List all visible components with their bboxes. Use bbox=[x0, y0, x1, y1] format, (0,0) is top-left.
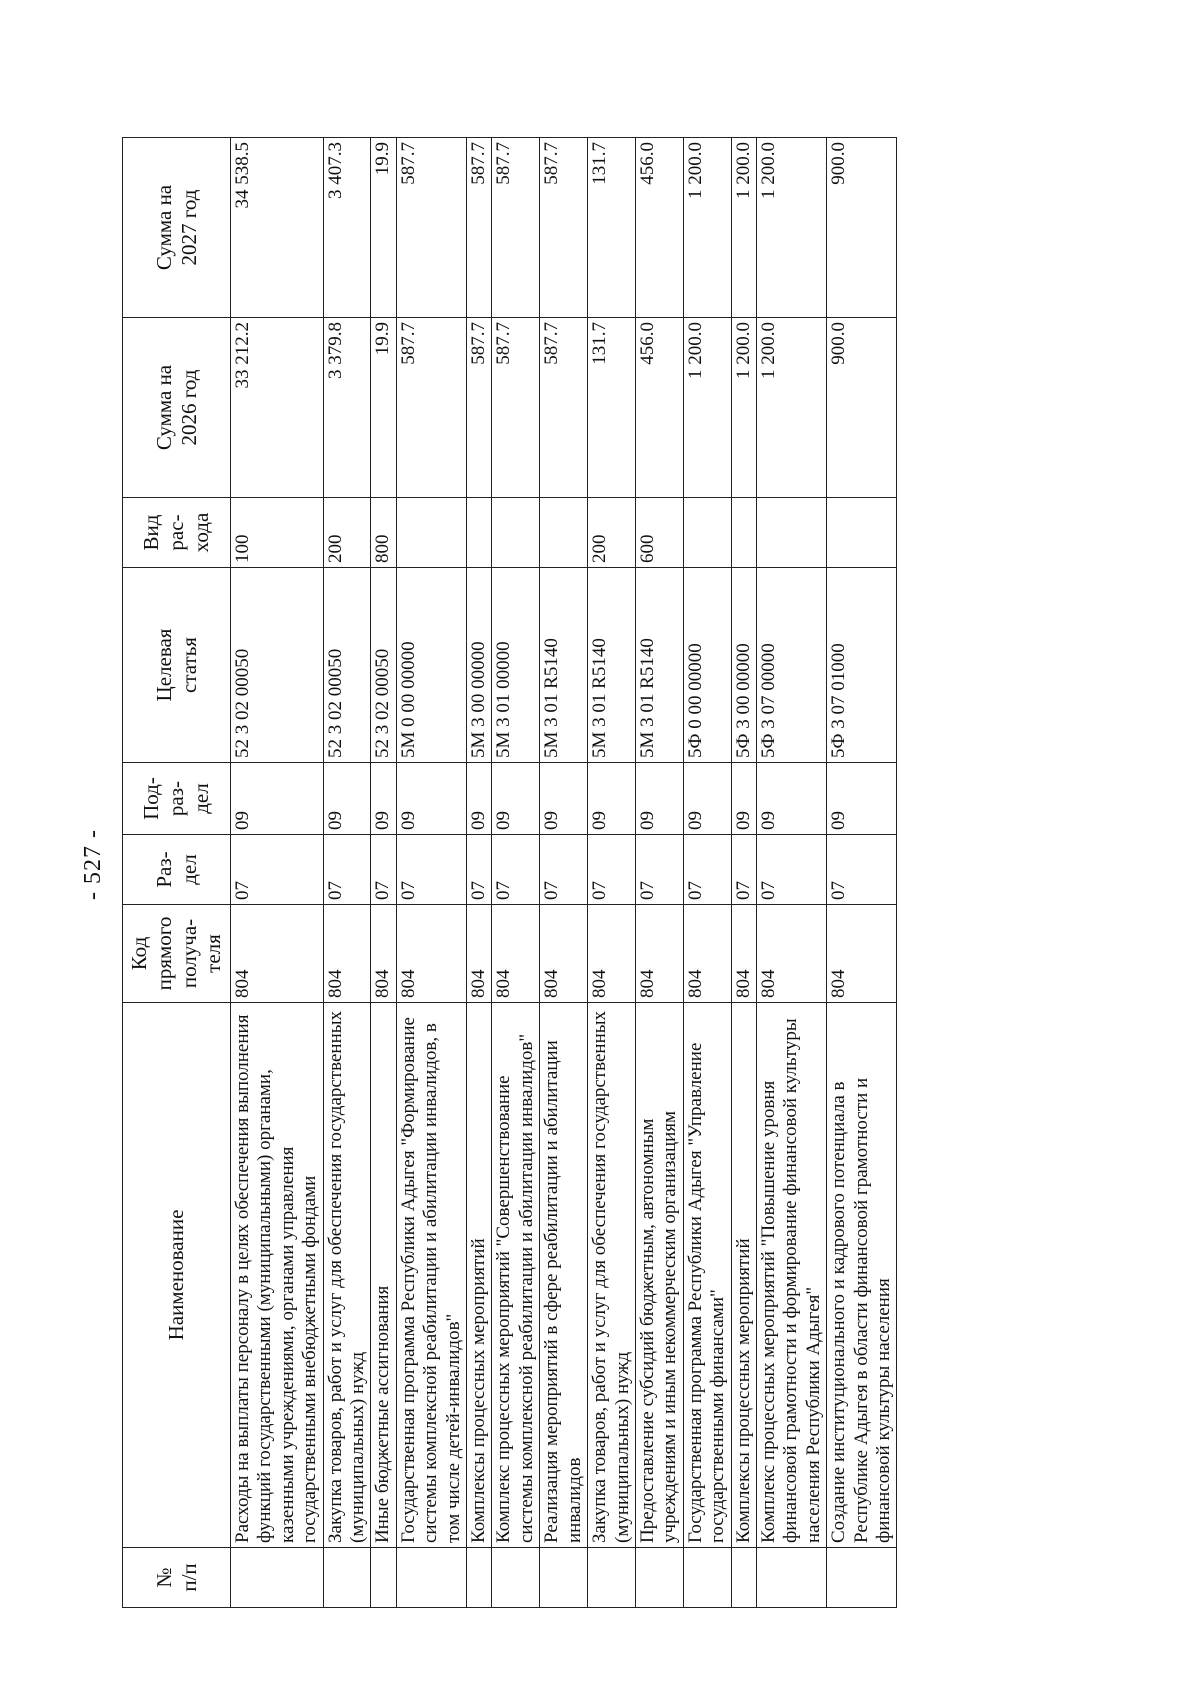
row-target: 5М 3 01 R5140 bbox=[635, 568, 683, 763]
row-expense-type bbox=[756, 498, 826, 568]
row-expense-type: 800 bbox=[371, 498, 396, 568]
row-subsection: 09 bbox=[371, 763, 396, 835]
row-sum-2027: 900.0 bbox=[827, 138, 897, 318]
row-code: 804 bbox=[540, 905, 588, 1003]
row-name: Комплекс процессных мероприятий "Повышение уровня финансовой грамотности и формирование финансовой культуры населения Республики Адыгея" bbox=[756, 1003, 826, 1548]
row-code: 804 bbox=[396, 905, 466, 1003]
table-row bbox=[231, 138, 324, 1608]
row-code: 804 bbox=[323, 905, 371, 1003]
row-sum-2027: 1 200.0 bbox=[756, 138, 826, 318]
page-number: - 527 - bbox=[80, 829, 106, 900]
row-name: Комплексы процессных мероприятий bbox=[467, 1003, 492, 1548]
row-code: 804 bbox=[756, 905, 826, 1003]
table-row bbox=[492, 138, 540, 1608]
row-sum-2026: 587.7 bbox=[540, 318, 588, 498]
row-target: 5Ф 3 07 01000 bbox=[827, 568, 897, 763]
row-sum-2026: 3 379.8 bbox=[323, 318, 371, 498]
row-sum-2026: 33 212.2 bbox=[231, 318, 324, 498]
row-subsection: 09 bbox=[683, 763, 731, 835]
row-expense-type bbox=[467, 498, 492, 568]
row-subsection: 09 bbox=[588, 763, 636, 835]
row-target: 5М 3 01 00000 bbox=[492, 568, 540, 763]
row-num bbox=[231, 1548, 324, 1608]
row-num bbox=[731, 1548, 756, 1608]
row-subsection: 09 bbox=[731, 763, 756, 835]
row-sum-2027: 587.7 bbox=[467, 138, 492, 318]
table-header-row bbox=[123, 138, 231, 1608]
row-code: 804 bbox=[371, 905, 396, 1003]
row-sum-2026: 587.7 bbox=[467, 318, 492, 498]
header-expense-type: Вид рас- хода bbox=[123, 498, 231, 568]
header-subsection: Под- раз- дел bbox=[123, 763, 231, 835]
row-target: 52 3 02 00050 bbox=[231, 568, 324, 763]
row-section: 07 bbox=[731, 835, 756, 905]
row-sum-2026: 587.7 bbox=[396, 318, 466, 498]
row-num bbox=[540, 1548, 588, 1608]
header-target: Целевая статья bbox=[123, 568, 231, 763]
row-section: 07 bbox=[467, 835, 492, 905]
row-section: 07 bbox=[827, 835, 897, 905]
row-sum-2026: 1 200.0 bbox=[683, 318, 731, 498]
header-sum-2026: Сумма на 2026 год bbox=[123, 318, 231, 498]
row-expense-type: 200 bbox=[323, 498, 371, 568]
row-section: 07 bbox=[492, 835, 540, 905]
row-name: Комплекс процессных мероприятий "Совершенствование системы комплексной реабилитации и абилитации инвалидов" bbox=[492, 1003, 540, 1548]
row-num bbox=[683, 1548, 731, 1608]
row-sum-2027: 456.0 bbox=[635, 138, 683, 318]
row-num bbox=[371, 1548, 396, 1608]
row-target: 5Ф 3 07 00000 bbox=[756, 568, 826, 763]
row-name: Закупка товаров, работ и услуг для обеспечения государственных (муниципальных) нужд bbox=[588, 1003, 636, 1548]
row-subsection: 09 bbox=[231, 763, 324, 835]
row-name: Закупка товаров, работ и услуг для обеспечения государственных (муниципальных) нужд bbox=[323, 1003, 371, 1548]
row-subsection: 09 bbox=[540, 763, 588, 835]
row-section: 07 bbox=[396, 835, 466, 905]
row-expense-type bbox=[683, 498, 731, 568]
row-sum-2026: 19.9 bbox=[371, 318, 396, 498]
row-expense-type: 200 bbox=[588, 498, 636, 568]
header-name: Наименование bbox=[123, 1003, 231, 1548]
row-subsection: 09 bbox=[396, 763, 466, 835]
row-expense-type: 100 bbox=[231, 498, 324, 568]
table-row bbox=[731, 138, 756, 1608]
row-sum-2027: 1 200.0 bbox=[683, 138, 731, 318]
row-name: Иные бюджетные ассигнования bbox=[371, 1003, 396, 1548]
row-subsection: 09 bbox=[756, 763, 826, 835]
row-sum-2027: 34 538.5 bbox=[231, 138, 324, 318]
table-row bbox=[588, 138, 636, 1608]
row-sum-2027: 1 200.0 bbox=[731, 138, 756, 318]
row-section: 07 bbox=[231, 835, 324, 905]
row-num bbox=[492, 1548, 540, 1608]
row-code: 804 bbox=[683, 905, 731, 1003]
row-num bbox=[396, 1548, 466, 1608]
row-num bbox=[323, 1548, 371, 1608]
table-body bbox=[231, 138, 897, 1608]
row-subsection: 09 bbox=[467, 763, 492, 835]
row-sum-2026: 587.7 bbox=[492, 318, 540, 498]
row-target: 5М 3 01 R5140 bbox=[540, 568, 588, 763]
row-target: 5Ф 3 00 00000 bbox=[731, 568, 756, 763]
table-row bbox=[635, 138, 683, 1608]
row-code: 804 bbox=[827, 905, 897, 1003]
row-expense-type bbox=[396, 498, 466, 568]
row-sum-2026: 131.7 bbox=[588, 318, 636, 498]
row-code: 804 bbox=[635, 905, 683, 1003]
row-target: 5Ф 0 00 00000 bbox=[683, 568, 731, 763]
row-num bbox=[588, 1548, 636, 1608]
header-num: № п/п bbox=[123, 1548, 231, 1608]
row-name: Комплексы процессных мероприятий bbox=[731, 1003, 756, 1548]
row-target: 5М 3 01 R5140 bbox=[588, 568, 636, 763]
row-sum-2027: 3 407.3 bbox=[323, 138, 371, 318]
row-num bbox=[467, 1548, 492, 1608]
row-subsection: 09 bbox=[635, 763, 683, 835]
table-row bbox=[540, 138, 588, 1608]
row-subsection: 09 bbox=[827, 763, 897, 835]
row-code: 804 bbox=[492, 905, 540, 1003]
row-expense-type bbox=[540, 498, 588, 568]
table-row bbox=[756, 138, 826, 1608]
row-expense-type bbox=[731, 498, 756, 568]
rotated-page bbox=[70, 130, 1010, 1630]
row-name: Предоставление субсидий бюджетным, автономным учреждениям и иным некоммерческим организациям bbox=[635, 1003, 683, 1548]
budget-table bbox=[122, 137, 897, 1608]
row-subsection: 09 bbox=[323, 763, 371, 835]
row-section: 07 bbox=[588, 835, 636, 905]
row-section: 07 bbox=[371, 835, 396, 905]
header-section: Раз- дел bbox=[123, 835, 231, 905]
row-sum-2027: 587.7 bbox=[492, 138, 540, 318]
row-expense-type bbox=[492, 498, 540, 568]
row-name: Расходы на выплаты персоналу в целях обеспечения выполнения функций государственными (муниципальными) органами, казенными учреждениями, органами управления государственными внебюджетными фондами bbox=[231, 1003, 324, 1548]
row-sum-2026: 900.0 bbox=[827, 318, 897, 498]
row-num bbox=[756, 1548, 826, 1608]
row-target: 5М 3 00 00000 bbox=[467, 568, 492, 763]
row-target: 5М 0 00 00000 bbox=[396, 568, 466, 763]
table-row bbox=[683, 138, 731, 1608]
row-sum-2027: 587.7 bbox=[540, 138, 588, 318]
table-row bbox=[827, 138, 897, 1608]
row-expense-type bbox=[827, 498, 897, 568]
row-expense-type: 600 bbox=[635, 498, 683, 568]
header-sum-2027: Сумма на 2027 год bbox=[123, 138, 231, 318]
row-sum-2026: 1 200.0 bbox=[756, 318, 826, 498]
table-row bbox=[323, 138, 371, 1608]
row-subsection: 09 bbox=[492, 763, 540, 835]
row-section: 07 bbox=[635, 835, 683, 905]
row-num bbox=[635, 1548, 683, 1608]
row-sum-2027: 131.7 bbox=[588, 138, 636, 318]
row-section: 07 bbox=[323, 835, 371, 905]
row-sum-2027: 19.9 bbox=[371, 138, 396, 318]
row-target: 52 3 02 00050 bbox=[323, 568, 371, 763]
table-row bbox=[396, 138, 466, 1608]
row-name: Реализация мероприятий в сфере реабилитации и абилитации инвалидов bbox=[540, 1003, 588, 1548]
row-section: 07 bbox=[756, 835, 826, 905]
table-row bbox=[371, 138, 396, 1608]
row-name: Государственная программа Республики Адыгея "Формирование системы комплексной реабилитации и абилитации инвалидов, в том числе детей-инвалидов" bbox=[396, 1003, 466, 1548]
row-target: 52 3 02 00050 bbox=[371, 568, 396, 763]
table-row bbox=[467, 138, 492, 1608]
row-name: Создание институционального и кадрового потенциала в Республике Адыгея в области финансовой грамотности и финансовой культуры населения bbox=[827, 1003, 897, 1548]
row-name: Государственная программа Республики Адыгея "Управление государственными финансами" bbox=[683, 1003, 731, 1548]
row-num bbox=[827, 1548, 897, 1608]
row-code: 804 bbox=[467, 905, 492, 1003]
row-sum-2026: 1 200.0 bbox=[731, 318, 756, 498]
row-code: 804 bbox=[231, 905, 324, 1003]
row-sum-2027: 587.7 bbox=[396, 138, 466, 318]
row-sum-2026: 456.0 bbox=[635, 318, 683, 498]
row-section: 07 bbox=[683, 835, 731, 905]
row-code: 804 bbox=[731, 905, 756, 1003]
row-code: 804 bbox=[588, 905, 636, 1003]
header-code: Код прямого получа- теля bbox=[123, 905, 231, 1003]
row-section: 07 bbox=[540, 835, 588, 905]
